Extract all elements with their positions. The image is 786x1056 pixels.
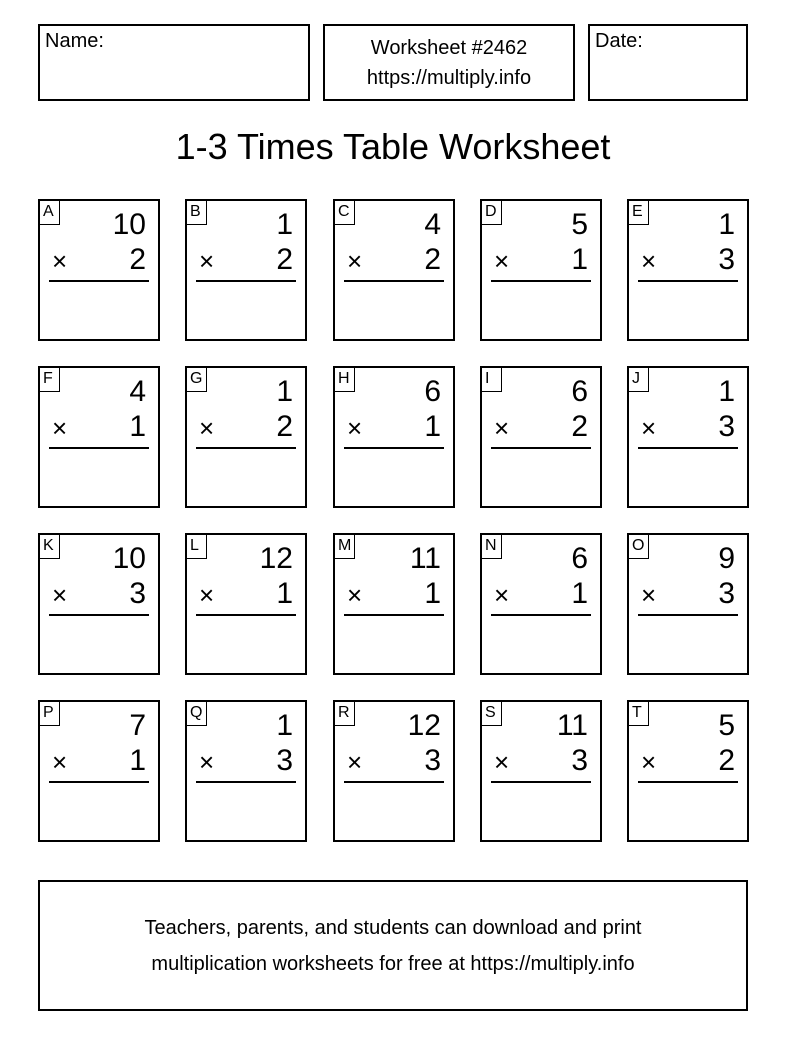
multiply-sign-icon: × [347, 246, 363, 276]
multiplicand: 6 [571, 542, 588, 575]
answer-line [491, 280, 591, 282]
problem-card [627, 700, 749, 842]
multiplicand: 1 [276, 709, 293, 742]
multiplier: 3 [276, 744, 293, 777]
multiply-sign-icon: × [494, 747, 510, 777]
answer-line [491, 781, 591, 783]
problem-letter: B [187, 201, 207, 225]
problem-letter: F [40, 368, 60, 392]
multiplicand: 6 [571, 375, 588, 408]
problem-card [480, 199, 602, 341]
footer-box [38, 880, 748, 1011]
problem-card [185, 366, 307, 508]
date-field-box [588, 24, 748, 101]
multiplier: 2 [571, 410, 588, 443]
multiplier: 1 [129, 744, 146, 777]
problem-card [480, 700, 602, 842]
problem-card [333, 700, 455, 842]
multiply-sign-icon: × [347, 747, 363, 777]
multiplicand: 7 [129, 709, 146, 742]
multiply-sign-icon: × [52, 580, 68, 610]
problem-letter: M [335, 535, 355, 559]
multiply-sign-icon: × [52, 413, 68, 443]
problem-card [38, 533, 160, 675]
answer-line [638, 614, 738, 616]
problem-card [333, 533, 455, 675]
multiply-sign-icon: × [347, 413, 363, 443]
footer-text-line-1: Teachers, parents, and students can download and print [144, 917, 642, 939]
multiplicand: 9 [718, 542, 735, 575]
answer-line [49, 614, 149, 616]
multiply-sign-icon: × [199, 413, 215, 443]
multiplicand: 4 [424, 208, 441, 241]
multiply-sign-icon: × [641, 413, 657, 443]
problem-letter: A [40, 201, 60, 225]
answer-line [344, 447, 444, 449]
problem-card [627, 533, 749, 675]
multiplier: 1 [571, 577, 588, 610]
multiplier: 2 [276, 410, 293, 443]
problem-card [38, 700, 160, 842]
problem-card [627, 366, 749, 508]
multiplier: 1 [276, 577, 293, 610]
problem-letter: G [187, 368, 207, 392]
answer-line [49, 280, 149, 282]
footer-text-line-2: multiplication worksheets for free at https://multiply.info [151, 953, 635, 975]
problem-letter: K [40, 535, 60, 559]
multiply-sign-icon: × [641, 246, 657, 276]
multiplicand: 10 [112, 208, 146, 241]
multiply-sign-icon: × [494, 413, 510, 443]
multiply-sign-icon: × [199, 246, 215, 276]
multiplicand: 4 [129, 375, 146, 408]
multiplicand: 5 [718, 709, 735, 742]
problem-card [38, 199, 160, 341]
multiply-sign-icon: × [199, 580, 215, 610]
page-title: 1-3 Times Table Worksheet [175, 126, 611, 167]
multiplicand: 12 [259, 542, 293, 575]
problem-card [185, 199, 307, 341]
multiplicand: 11 [556, 709, 588, 742]
name-field-box [38, 24, 310, 101]
answer-line [49, 781, 149, 783]
problem-card [627, 199, 749, 341]
problem-card [333, 199, 455, 341]
multiplier: 3 [718, 243, 735, 276]
problem-letter: R [335, 702, 355, 726]
problem-letter: N [482, 535, 502, 559]
multiplicand: 5 [571, 208, 588, 241]
problem-letter: T [629, 702, 649, 726]
answer-line [344, 614, 444, 616]
multiply-sign-icon: × [494, 246, 510, 276]
worksheet-url: https://multiply.info [366, 67, 532, 89]
answer-line [344, 280, 444, 282]
multiply-sign-icon: × [494, 580, 510, 610]
problem-letter: S [482, 702, 502, 726]
multiply-sign-icon: × [52, 246, 68, 276]
multiplicand: 1 [276, 208, 293, 241]
multiplicand: 6 [424, 375, 441, 408]
multiplicand: 1 [276, 375, 293, 408]
worksheet-number: Worksheet #2462 [370, 37, 528, 59]
problem-letter: L [187, 535, 207, 559]
answer-line [196, 614, 296, 616]
problem-letter: O [629, 535, 649, 559]
multiply-sign-icon: × [641, 580, 657, 610]
name-label: Name: [45, 30, 104, 52]
worksheet-info-box [323, 24, 575, 101]
answer-line [344, 781, 444, 783]
answer-line [196, 781, 296, 783]
problem-card [185, 533, 307, 675]
multiplier: 3 [571, 744, 588, 777]
answer-line [196, 280, 296, 282]
answer-line [491, 614, 591, 616]
problem-letter: I [482, 368, 502, 392]
multiply-sign-icon: × [52, 747, 68, 777]
multiplier: 1 [424, 410, 441, 443]
multiplier: 2 [276, 243, 293, 276]
problem-card [480, 366, 602, 508]
multiplier: 1 [571, 243, 588, 276]
problem-card [38, 366, 160, 508]
problem-letter: P [40, 702, 60, 726]
answer-line [638, 280, 738, 282]
multiply-sign-icon: × [199, 747, 215, 777]
multiplicand: 12 [407, 709, 441, 742]
multiplier: 3 [718, 410, 735, 443]
multiplier: 3 [129, 577, 146, 610]
multiplicand: 10 [112, 542, 146, 575]
multiplicand: 1 [718, 208, 735, 241]
date-label: Date: [595, 30, 643, 52]
answer-line [49, 447, 149, 449]
multiply-sign-icon: × [347, 580, 363, 610]
answer-line [638, 781, 738, 783]
answer-line [638, 447, 738, 449]
problem-grid [38, 199, 749, 841]
multiplier: 3 [718, 577, 735, 610]
multiplicand: 1 [718, 375, 735, 408]
multiplier: 2 [424, 243, 441, 276]
problem-letter: D [482, 201, 502, 225]
multiplier: 1 [424, 577, 441, 610]
problem-card [185, 700, 307, 842]
problem-letter: Q [187, 702, 207, 726]
answer-line [196, 447, 296, 449]
multiplier: 1 [129, 410, 146, 443]
multiplier: 3 [424, 744, 441, 777]
multiplicand: 11 [409, 542, 441, 575]
problem-letter: E [629, 201, 649, 225]
problem-letter: H [335, 368, 355, 392]
multiplier: 2 [129, 243, 146, 276]
answer-line [491, 447, 591, 449]
multiplier: 2 [718, 744, 735, 777]
problem-card [333, 366, 455, 508]
multiply-sign-icon: × [641, 747, 657, 777]
problem-letter: C [335, 201, 355, 225]
problem-card [480, 533, 602, 675]
problem-letter: J [629, 368, 649, 392]
